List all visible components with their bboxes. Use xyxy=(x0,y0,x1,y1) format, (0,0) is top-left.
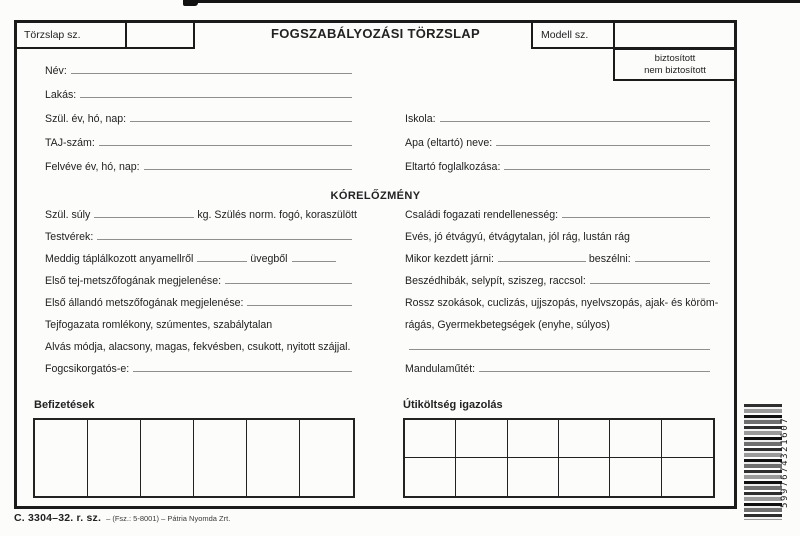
printer-imprint: – (Fsz.: 5-8001) – Pátria Nyomda Zrt. xyxy=(106,514,231,523)
form-field-row xyxy=(45,150,355,174)
field-label: Beszédhibák, selypít, sziszeg, raccsol: xyxy=(405,275,586,287)
field-label: Szül. súly xyxy=(45,209,91,221)
field-label: Mikor kezdett járni: xyxy=(405,253,494,265)
field-label: Rossz szokások, cuclizás, ujjszopás, nyelvszopás, ajak- és köröm- xyxy=(405,297,719,309)
fill-in-line xyxy=(225,282,352,284)
fill-in-line xyxy=(144,168,352,170)
barcode-number: 5997674321607 xyxy=(780,416,790,508)
table-cell xyxy=(559,420,610,458)
field-label: Első tej-metszőfogának megjelenése: xyxy=(45,275,222,287)
footer-imprint xyxy=(14,512,230,524)
field-label: Szül. év, hó, nap: xyxy=(45,113,127,125)
field-label: üvegből xyxy=(250,253,288,265)
fill-in-line xyxy=(498,260,586,262)
field-label: Családi fogazati rendellenesség: xyxy=(405,209,559,221)
form-field-row xyxy=(45,54,355,78)
table-cell xyxy=(88,420,141,496)
form-field-row xyxy=(45,200,355,222)
form-field-row xyxy=(45,244,355,266)
model-number-box xyxy=(531,20,737,49)
form-field-row xyxy=(45,266,355,288)
insured-status-box xyxy=(613,48,737,81)
form-field-row xyxy=(405,332,713,354)
personal-fields-right xyxy=(405,102,713,174)
field-label: Apa (eltartó) neve: xyxy=(405,137,493,149)
field-label: Tejfogazata romlékony, szúmentes, szabálytalan xyxy=(45,319,273,331)
field-label: Iskola: xyxy=(405,113,436,125)
payments-section-label: Befizetések xyxy=(34,399,95,411)
fill-in-line xyxy=(197,260,247,262)
field-label: Első állandó metszőfogának megjelenése: xyxy=(45,297,244,309)
field-label: rágás, Gyermekbetegségek (enyhe, súlyos) xyxy=(405,319,610,331)
field-label: Eltartó foglalkozása: xyxy=(405,161,501,173)
field-label: Alvás módja, alacsony, magas, fekvésben, csukott, nyitott szájjal. xyxy=(45,341,351,353)
not-insured-option: nem biztosított xyxy=(644,64,706,76)
anamnesis-heading: KÓRELŐZMÉNY xyxy=(330,190,421,202)
field-label: Mandulaműtét: xyxy=(405,363,476,375)
form-field-row xyxy=(405,244,713,266)
fill-in-line xyxy=(94,216,194,218)
fill-in-line xyxy=(409,348,710,350)
form-code: C. 3304–32. r. sz. xyxy=(14,512,102,524)
field-label: Evés, jó étvágyú, étvágytalan, jól rág, lustán rág xyxy=(405,231,630,243)
table-cell xyxy=(141,420,194,496)
barcode xyxy=(744,404,782,520)
travel-cost-table xyxy=(403,418,715,498)
form-field-row xyxy=(405,354,713,376)
fill-in-line xyxy=(99,144,352,146)
table-cell xyxy=(405,420,456,458)
form-field-row xyxy=(45,332,355,354)
table-cell xyxy=(456,458,507,496)
fill-in-line xyxy=(71,72,352,74)
form-field-row xyxy=(405,310,713,332)
payments-table xyxy=(33,418,355,498)
torzslap-number-label: Törzslap sz. xyxy=(16,22,127,47)
scan-edge-mark xyxy=(190,0,800,3)
anamnesis-fields-left xyxy=(45,200,355,376)
field-label: Név: xyxy=(45,65,67,77)
fill-in-line xyxy=(130,120,352,122)
fill-in-line xyxy=(440,120,710,122)
field-label: Meddig táplálkozott anyamellről xyxy=(45,253,194,265)
table-cell xyxy=(194,420,247,496)
anamnesis-fields-right xyxy=(405,200,719,376)
page-title: FOGSZABÁLYOZÁSI TÖRZSLAP xyxy=(271,26,480,41)
form-field-row xyxy=(405,102,713,126)
fill-in-line xyxy=(292,260,336,262)
form-field-row xyxy=(45,310,355,332)
field-label: Fogcsikorgatós-e: xyxy=(45,363,130,375)
form-field-row xyxy=(45,78,355,102)
table-cell xyxy=(610,458,661,496)
table-cell xyxy=(508,420,559,458)
table-cell xyxy=(559,458,610,496)
form-field-row xyxy=(405,200,713,222)
fill-in-line xyxy=(590,282,710,284)
form-field-row xyxy=(405,222,713,244)
fill-in-line xyxy=(247,304,352,306)
model-number-label: Modell sz. xyxy=(533,22,615,47)
fill-in-line xyxy=(97,238,352,240)
travel-cost-section-label: Útiköltség igazolás xyxy=(403,399,503,411)
table-cell xyxy=(610,420,661,458)
model-number-field xyxy=(615,22,735,47)
fill-in-line xyxy=(133,370,352,372)
table-cell xyxy=(508,458,559,496)
form-field-row xyxy=(45,126,355,150)
form-field-row xyxy=(405,150,713,174)
form-field-row xyxy=(45,222,355,244)
insured-option: biztosított xyxy=(654,52,696,64)
form-field-row xyxy=(45,354,355,376)
table-cell xyxy=(456,420,507,458)
fill-in-line xyxy=(496,144,710,146)
form-field-row xyxy=(45,102,355,126)
field-label: Testvérek: xyxy=(45,231,94,243)
fill-in-line xyxy=(504,168,710,170)
fill-in-line xyxy=(562,216,710,218)
table-cell xyxy=(405,458,456,496)
fill-in-line xyxy=(635,260,710,262)
fill-in-line xyxy=(479,370,710,372)
form-field-row xyxy=(405,126,713,150)
field-label: Lakás: xyxy=(45,89,77,101)
personal-fields-left xyxy=(45,54,355,174)
table-cell xyxy=(662,458,713,496)
table-cell xyxy=(35,420,88,496)
form-field-row xyxy=(405,288,719,310)
table-cell xyxy=(247,420,300,496)
form-field-row xyxy=(45,288,355,310)
field-label: TAJ-szám: xyxy=(45,137,95,149)
table-cell xyxy=(300,420,353,496)
scan-edge-mark xyxy=(183,0,198,6)
field-label: beszélni: xyxy=(588,253,631,265)
table-cell xyxy=(662,420,713,458)
field-label: Felvéve év, hó, nap: xyxy=(45,161,140,173)
field-label: kg. Szülés norm. fogó, koraszülött xyxy=(197,209,357,221)
form-field-row xyxy=(405,266,713,288)
fill-in-line xyxy=(80,96,352,98)
